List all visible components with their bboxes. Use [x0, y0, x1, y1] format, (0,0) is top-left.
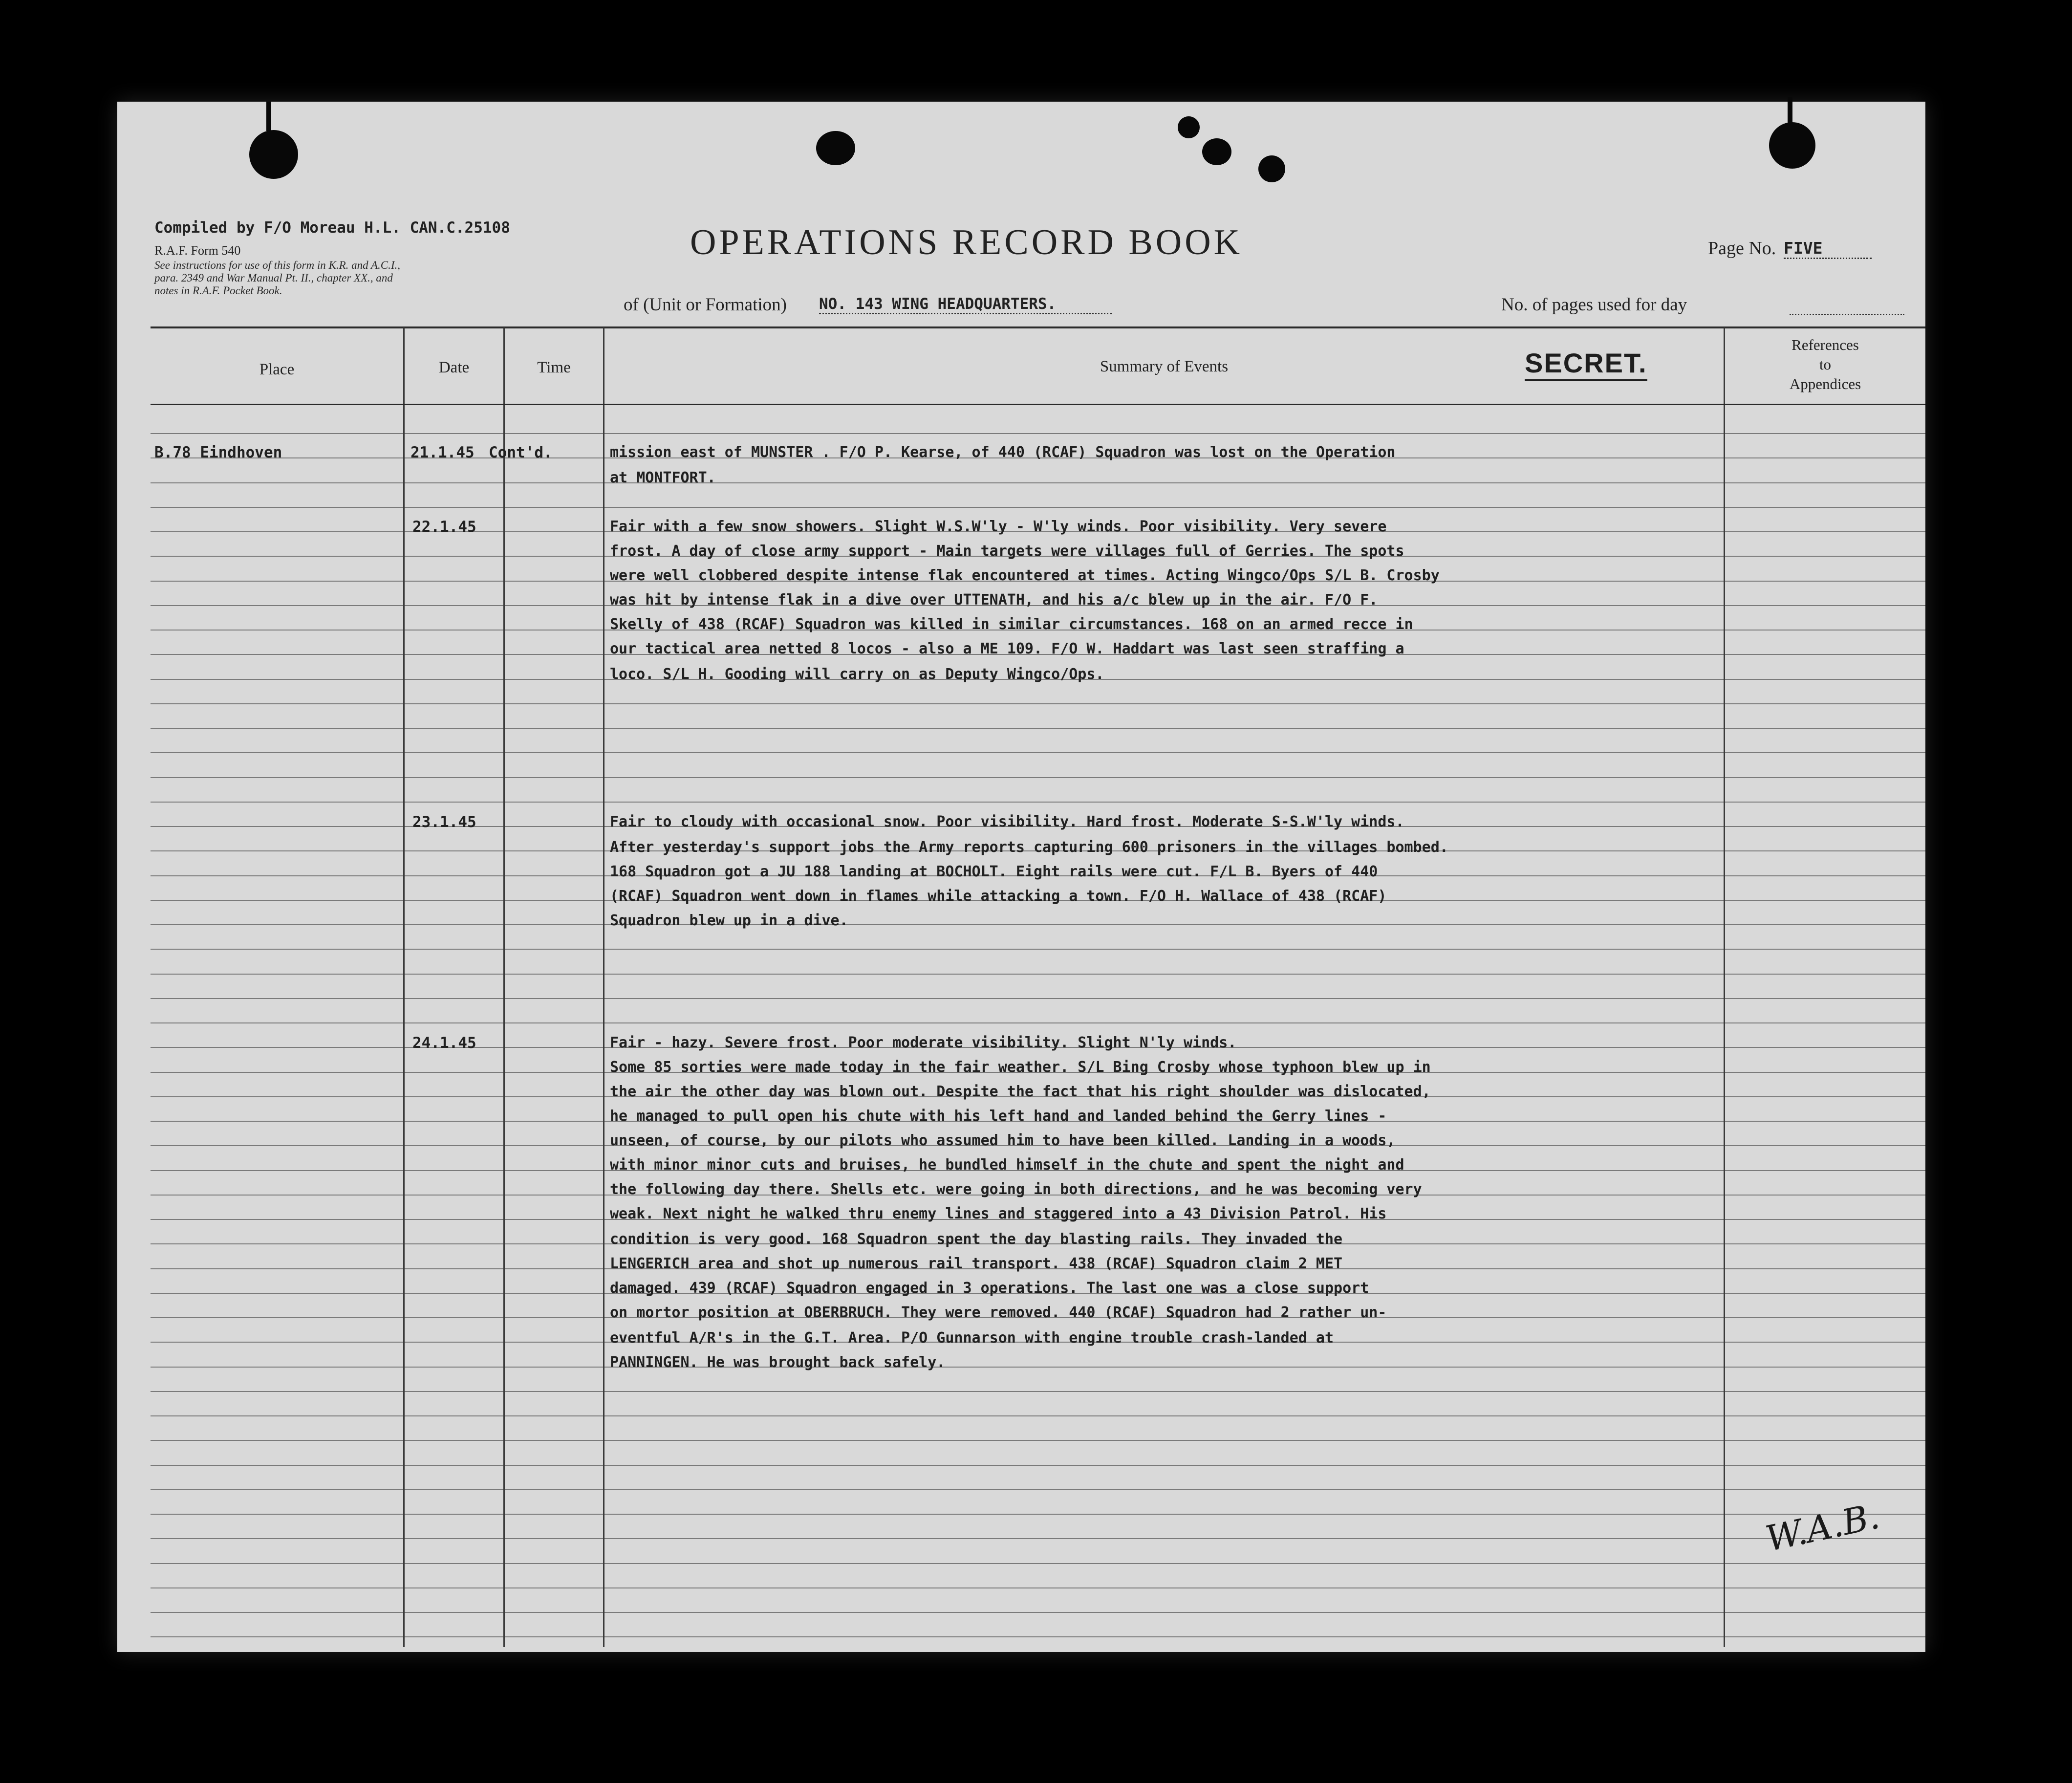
ruled-line	[405, 556, 503, 557]
ruled-line	[151, 605, 403, 606]
ruled-line	[1725, 1268, 1925, 1269]
ruled-line	[405, 703, 503, 704]
summary-line: he managed to pull open his chute with his left hand and landed behind the Gerry lines -	[610, 1108, 1387, 1125]
ruled-line	[151, 1047, 403, 1048]
summary-line: the following day there. Shells etc. were going in both directions, and he was becoming very	[610, 1181, 1422, 1198]
ruled-line	[505, 1072, 603, 1073]
ruled-line	[1725, 728, 1925, 729]
ruled-line	[604, 974, 1724, 975]
ruled-line	[505, 974, 603, 975]
date-entry: 22.1.45	[412, 518, 476, 536]
ruled-line	[405, 802, 503, 803]
ruled-line	[604, 1636, 1724, 1637]
ruled-line	[505, 1022, 603, 1023]
ruled-line	[1725, 1293, 1925, 1294]
ruled-line	[505, 482, 603, 483]
ruled-line	[505, 924, 603, 925]
instruction-line: See instructions for use of this form in K.R. and A.C.I.,	[154, 259, 401, 271]
page-no-value: FIVE	[1784, 239, 1872, 259]
ruled-line	[1725, 482, 1925, 483]
pages-used-label: No. of pages used for day	[1501, 295, 1687, 315]
ruled-line	[1725, 777, 1925, 778]
punch-hole	[1258, 155, 1285, 182]
ruled-line	[151, 1415, 403, 1416]
ruled-line	[1725, 1047, 1925, 1048]
ruled-line	[1725, 531, 1925, 532]
summary-line: were well clobbered despite intense flak encountered at times. Acting Wingco/Ops S/L B. Crosby	[610, 567, 1440, 584]
ruled-line	[405, 1391, 503, 1392]
column-header-date: Date	[438, 359, 470, 376]
ruled-line	[604, 1514, 1724, 1515]
ruled-line	[505, 850, 603, 851]
ruled-line	[151, 974, 403, 975]
ruled-line	[604, 1489, 1724, 1490]
ruled-line	[505, 1612, 603, 1613]
ruled-line	[505, 1293, 603, 1294]
ruled-line	[1725, 654, 1925, 655]
ruled-line	[405, 1563, 503, 1564]
references-line: References	[1791, 336, 1859, 353]
page-no-label: Page No.	[1708, 238, 1776, 259]
ruled-line	[1725, 605, 1925, 606]
summary-line: our tactical area netted 8 locos - also a ME 109. F/O W. Haddart was last seen straffing a	[610, 640, 1404, 657]
ruled-line	[405, 1317, 503, 1318]
ruled-line	[405, 974, 503, 975]
ruled-line	[151, 1268, 403, 1269]
summary-line: Fair to cloudy with occasional snow. Poor visibility. Hard frost. Moderate S-S.W'ly winds.	[610, 813, 1404, 830]
ruled-line	[151, 1293, 403, 1294]
instruction-line: para. 2349 and War Manual Pt. II., chapter XX., and	[154, 272, 393, 284]
page-title: OPERATIONS RECORD BOOK	[690, 222, 1243, 262]
ruled-line	[405, 1636, 503, 1637]
ruled-line	[405, 482, 503, 483]
ruled-line	[151, 728, 403, 729]
ruled-line	[151, 1022, 403, 1023]
ruled-line	[505, 679, 603, 680]
ruled-line	[151, 1243, 403, 1244]
ruled-line	[405, 850, 503, 851]
ruled-line	[505, 1636, 603, 1637]
ruled-line	[604, 482, 1724, 483]
ruled-line	[405, 1514, 503, 1515]
ruled-line	[1725, 1195, 1925, 1196]
summary-line: Skelly of 438 (RCAF) Squadron was killed in similar circumstances. 168 on an armed recce in	[610, 616, 1413, 633]
ruled-line	[1725, 1317, 1925, 1318]
summary-line: LENGERICH area and shot up numerous rail transport. 438 (RCAF) Squadron claim 2 MET	[610, 1255, 1343, 1272]
column-divider	[503, 327, 505, 1647]
references-line: to	[1819, 356, 1832, 373]
ruled-line	[151, 1145, 403, 1146]
ruled-line	[505, 1367, 603, 1368]
ruled-line	[1725, 433, 1925, 434]
ruled-line	[151, 900, 403, 901]
ruled-line	[505, 1514, 603, 1515]
ruled-line	[151, 654, 403, 655]
unit-label: of (Unit or Formation)	[624, 295, 787, 315]
ruled-line	[604, 728, 1724, 729]
ruled-line	[505, 1121, 603, 1122]
ruled-line	[1725, 581, 1925, 582]
column-header-summary: Summary of Events	[1100, 358, 1229, 375]
ruled-line	[1725, 1440, 1925, 1441]
ruled-line	[151, 1317, 403, 1318]
ruled-line	[151, 1195, 403, 1196]
ruled-line	[1725, 1489, 1925, 1490]
ruled-line	[505, 900, 603, 901]
ruled-line	[505, 531, 603, 532]
ruled-line	[151, 1440, 403, 1441]
ruled-line	[405, 605, 503, 606]
ruled-line	[604, 1440, 1724, 1441]
ruled-line	[604, 777, 1724, 778]
ruled-line	[405, 1440, 503, 1441]
ruled-line	[505, 581, 603, 582]
ruled-line	[604, 1587, 1724, 1588]
date-entry: 23.1.45	[412, 813, 476, 831]
ruled-line	[405, 1587, 503, 1588]
ruled-line	[151, 1072, 403, 1073]
ruled-line	[151, 998, 403, 999]
ruled-line	[151, 1538, 403, 1539]
ruled-line	[405, 1096, 503, 1097]
ruled-line	[151, 1219, 403, 1220]
summary-line: was hit by intense flak in a dive over UTTENATH, and his a/c blew up in the air. F/O F.	[610, 591, 1378, 609]
ruled-line	[1725, 1342, 1925, 1343]
column-header-references	[1725, 335, 1925, 394]
ruled-line	[1725, 1391, 1925, 1392]
ruled-line	[405, 1145, 503, 1146]
ruled-line	[151, 556, 403, 557]
ruled-line	[505, 1096, 603, 1097]
form-sheet	[117, 102, 1925, 1652]
ruled-line	[1725, 1170, 1925, 1171]
binder-tab-right	[1788, 97, 1792, 126]
binder-tab-left	[266, 102, 271, 131]
ruled-line	[1725, 1636, 1925, 1637]
ruled-line	[505, 1391, 603, 1392]
summary-line: Some 85 sorties were made today in the fair weather. S/L Bing Crosby whose typhoon blew up in	[610, 1059, 1431, 1076]
ruled-line	[1725, 457, 1925, 458]
ruled-line	[1725, 850, 1925, 851]
ruled-line	[405, 1415, 503, 1416]
ruled-line	[405, 1538, 503, 1539]
ruled-line	[1725, 703, 1925, 704]
ruled-line	[151, 949, 403, 950]
ruled-line	[405, 1243, 503, 1244]
ruled-line	[505, 826, 603, 827]
ruled-line	[1725, 1145, 1925, 1146]
ruled-line	[1725, 875, 1925, 876]
punch-hole	[1178, 116, 1200, 138]
ruled-line	[1725, 752, 1925, 753]
ruled-line	[505, 998, 603, 999]
ruled-line	[405, 1195, 503, 1196]
date-entry: 24.1.45	[412, 1034, 476, 1052]
ruled-line	[604, 703, 1724, 704]
summary-line: 168 Squadron got a JU 188 landing at BOCHOLT. Eight rails were cut. F/L B. Byers of 440	[610, 863, 1378, 880]
ruled-line	[505, 1587, 603, 1588]
ruled-line	[604, 752, 1724, 753]
ruled-line	[405, 1219, 503, 1220]
time-entry: Cont'd.	[489, 444, 553, 461]
ruled-line	[505, 1563, 603, 1564]
ruled-line	[604, 1391, 1724, 1392]
ruled-line	[505, 605, 603, 606]
ruled-line	[405, 924, 503, 925]
ruled-line	[604, 507, 1724, 508]
ruled-line	[405, 1121, 503, 1122]
compiled-by: Compiled by F/O Moreau H.L. CAN.C.25108	[154, 219, 510, 237]
ruled-line	[151, 1367, 403, 1368]
summary-line: damaged. 439 (RCAF) Squadron engaged in 3 operations. The last one was a close support	[610, 1280, 1369, 1297]
ruled-line	[505, 1415, 603, 1416]
ruled-line	[151, 1636, 403, 1637]
summary-line: the air the other day was blown out. Despite the fact that his right shoulder was dislocated,	[610, 1083, 1431, 1100]
ruled-line	[151, 581, 403, 582]
instruction-line: notes in R.A.F. Pocket Book.	[154, 284, 282, 297]
binder-hole-left	[249, 130, 298, 179]
ruled-line	[1725, 924, 1925, 925]
ruled-line	[151, 1342, 403, 1343]
ruled-line	[151, 875, 403, 876]
ruled-line	[151, 1612, 403, 1613]
ruled-line	[604, 1538, 1724, 1539]
ruled-line	[505, 1317, 603, 1318]
ruled-line	[505, 433, 603, 434]
ruled-line	[1725, 998, 1925, 999]
ruled-line	[505, 1268, 603, 1269]
ruled-line	[505, 949, 603, 950]
ruled-line	[151, 1563, 403, 1564]
ruled-line	[405, 1022, 503, 1023]
summary-line: Fair with a few snow showers. Slight W.S.W'ly - W'ly winds. Poor visibility. Very severe	[610, 518, 1387, 535]
ruled-line	[1725, 826, 1925, 827]
ruled-line	[604, 433, 1724, 434]
summary-line: weak. Next night he walked thru enemy lines and staggered into a 43 Division Patrol. His	[610, 1205, 1387, 1222]
ruled-line	[1725, 1096, 1925, 1097]
ruled-line	[151, 850, 403, 851]
ruled-line	[405, 1342, 503, 1343]
ruled-line	[405, 433, 503, 434]
ruled-line	[405, 1072, 503, 1073]
ruled-line	[151, 703, 403, 704]
ruled-line	[405, 1612, 503, 1613]
ruled-line	[405, 1293, 503, 1294]
summary-line: PANNINGEN. He was brought back safely.	[610, 1354, 946, 1371]
ruled-line	[1725, 556, 1925, 557]
ruled-line	[151, 1170, 403, 1171]
ruled-line	[505, 1440, 603, 1441]
place-entry: B.78 Eindhoven	[154, 444, 282, 461]
ruled-line	[505, 1489, 603, 1490]
column-divider	[1724, 327, 1725, 1647]
ruled-line	[405, 581, 503, 582]
ruled-line	[151, 752, 403, 753]
summary-line: Fair - hazy. Severe frost. Poor moderate visibility. Slight N'ly winds.	[610, 1034, 1237, 1051]
ruled-line	[151, 507, 403, 508]
ruled-line	[505, 1243, 603, 1244]
ruled-line	[405, 654, 503, 655]
binder-hole-right	[1769, 122, 1815, 169]
ruled-line	[405, 875, 503, 876]
ruled-line	[1725, 1022, 1925, 1023]
ruled-line	[1725, 974, 1925, 975]
ruled-line	[604, 1612, 1724, 1613]
ruled-line	[1725, 1563, 1925, 1564]
ruled-line	[405, 998, 503, 999]
ruled-line	[405, 679, 503, 680]
ruled-line	[505, 1219, 603, 1220]
ruled-line	[505, 1195, 603, 1196]
summary-line: eventful A/R's in the G.T. Area. P/O Gunnarson with engine trouble crash-landed at	[610, 1329, 1334, 1347]
ruled-line	[405, 752, 503, 753]
ruled-line	[604, 802, 1724, 803]
references-line: Appendices	[1789, 375, 1861, 392]
summary-line: After yesterday's support jobs the Army reports capturing 600 prisoners in the villages bombed.	[610, 839, 1448, 856]
ruled-line	[505, 1342, 603, 1343]
ruled-line	[405, 1489, 503, 1490]
ruled-line	[405, 1170, 503, 1171]
ruled-line	[151, 1391, 403, 1392]
ruled-line	[505, 802, 603, 803]
ruled-line	[151, 1096, 403, 1097]
ruled-line	[1725, 949, 1925, 950]
ruled-line	[1725, 507, 1925, 508]
ruled-line	[151, 1489, 403, 1490]
ruled-line	[1725, 1367, 1925, 1368]
summary-line: condition is very good. 168 Squadron spent the day blasting rails. They invaded the	[610, 1231, 1343, 1248]
ruled-line	[1725, 1243, 1925, 1244]
ruled-line	[505, 1170, 603, 1171]
ruled-line	[151, 1121, 403, 1122]
column-header-place: Place	[259, 361, 295, 378]
table-top-rule	[151, 326, 1925, 328]
summary-line: Squadron blew up in a dive.	[610, 912, 848, 929]
ruled-line	[505, 703, 603, 704]
ruled-line	[151, 1465, 403, 1466]
column-header-time: Time	[537, 359, 571, 376]
ruled-line	[151, 630, 403, 631]
column-header-rule	[151, 404, 1925, 405]
ruled-line	[1725, 1587, 1925, 1588]
ruled-line	[405, 949, 503, 950]
ruled-line	[151, 826, 403, 827]
ruled-line	[151, 1514, 403, 1515]
ruled-line	[405, 1465, 503, 1466]
ruled-line	[505, 1465, 603, 1466]
ruled-line	[505, 777, 603, 778]
ruled-line	[151, 433, 403, 434]
ruled-line	[604, 1465, 1724, 1466]
ruled-line	[405, 630, 503, 631]
ruled-line	[505, 875, 603, 876]
ruled-line	[1725, 1121, 1925, 1122]
ruled-line	[1725, 1415, 1925, 1416]
ruled-line	[505, 752, 603, 753]
ruled-line	[405, 728, 503, 729]
ruled-line	[405, 777, 503, 778]
ruled-line	[151, 802, 403, 803]
ruled-line	[1725, 900, 1925, 901]
ruled-line	[405, 900, 503, 901]
ruled-line	[405, 1367, 503, 1368]
ruled-line	[604, 1563, 1724, 1564]
date-entry: 21.1.45	[410, 444, 475, 461]
ruled-line	[505, 507, 603, 508]
ruled-line	[1725, 1072, 1925, 1073]
ruled-line	[505, 1047, 603, 1048]
summary-line: frost. A day of close army support - Main targets were villages full of Gerries. The spots	[610, 543, 1404, 560]
secret-stamp: SECRET.	[1525, 347, 1647, 381]
summary-line: mission east of MUNSTER . F/O P. Kearse, of 440 (RCAF) Squadron was lost on the Operation	[610, 444, 1396, 461]
initials-signature: W.A.B.	[1762, 1495, 1883, 1560]
ruled-line	[151, 1587, 403, 1588]
ruled-line	[604, 949, 1724, 950]
summary-line: on mortor position at OBERBRUCH. They were removed. 440 (RCAF) Squadron had 2 rather un-	[610, 1304, 1387, 1321]
ruled-line	[405, 1268, 503, 1269]
punch-hole	[816, 131, 855, 165]
pages-used-value	[1790, 313, 1904, 315]
column-divider	[603, 327, 604, 1647]
summary-line: at MONTFORT.	[610, 469, 716, 486]
ruled-line	[604, 1415, 1724, 1416]
summary-line: unseen, of course, by our pilots who assumed him to have been killed. Landing in a woods,	[610, 1132, 1396, 1149]
ruled-line	[505, 728, 603, 729]
ruled-line	[505, 654, 603, 655]
ruled-line	[1725, 679, 1925, 680]
ruled-line	[604, 998, 1724, 999]
ruled-line	[151, 531, 403, 532]
column-divider	[403, 327, 405, 1647]
ruled-line	[151, 777, 403, 778]
ruled-line	[1725, 1465, 1925, 1466]
ruled-line	[505, 556, 603, 557]
punch-hole	[1202, 138, 1231, 165]
ruled-line	[1725, 1219, 1925, 1220]
summary-line: with minor minor cuts and bruises, he bundled himself in the chute and spent the night and	[610, 1156, 1404, 1174]
ruled-line	[151, 482, 403, 483]
ruled-line	[151, 679, 403, 680]
ruled-line	[505, 630, 603, 631]
ruled-line	[1725, 802, 1925, 803]
ruled-line	[604, 1022, 1724, 1023]
ruled-line	[505, 1145, 603, 1146]
form-number: R.A.F. Form 540	[154, 243, 241, 258]
ruled-line	[1725, 630, 1925, 631]
ruled-line	[151, 924, 403, 925]
summary-line: (RCAF) Squadron went down in flames while attacking a town. F/O H. Wallace of 438 (RCAF)	[610, 888, 1387, 905]
ruled-line	[1725, 1612, 1925, 1613]
unit-value: NO. 143 WING HEADQUARTERS.	[819, 295, 1112, 314]
ruled-line	[405, 507, 503, 508]
ruled-line	[505, 1538, 603, 1539]
summary-line: loco. S/L H. Gooding will carry on as Deputy Wingco/Ops.	[610, 666, 1104, 683]
